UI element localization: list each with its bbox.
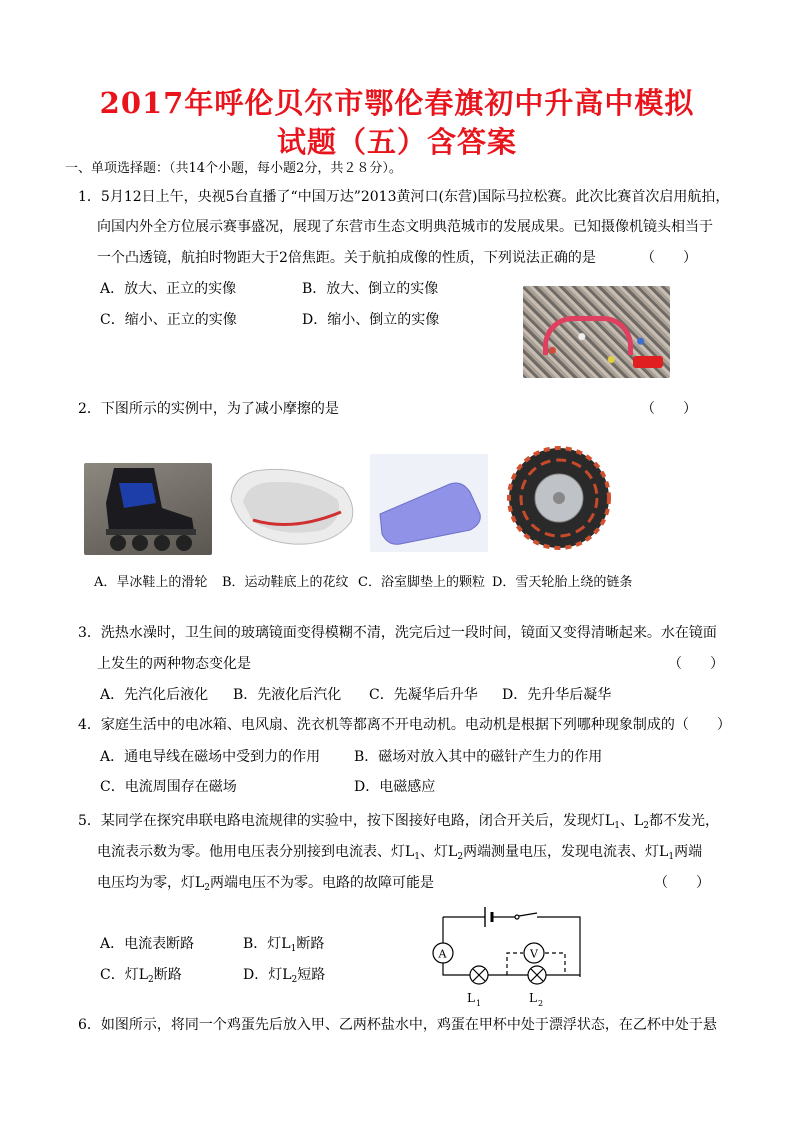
svg-text:2: 2 — [538, 999, 544, 1008]
q5-line-3: 电压均为零，灯$L_2$两端电压不为零。电路的故障可能是 — [97, 875, 435, 893]
q2-bracket: （ ） — [641, 401, 697, 417]
q2-option-a: A．旱冰鞋上的滑轮 — [94, 575, 208, 590]
q5-line-2: 电流表示数为零。他用电压表分别接到电流表、灯$L_1$、灯$L_2$两端测量电压，发现电流表、灯$L_1$两端 — [97, 844, 703, 862]
q5-option-b: B．灯$L_1$断路 — [243, 936, 325, 954]
title-line-1: 2017年呼伦贝尔市鄂伦春旗初中升高中模拟 — [99, 86, 695, 120]
svg-text:L: L — [529, 991, 537, 1005]
q1-option-a: A．放大、正立的实像 — [100, 281, 237, 297]
svg-text:A: A — [438, 947, 447, 961]
q3-option-a: A．先汽化后液化 — [100, 687, 209, 703]
q5-bracket: （ ） — [654, 875, 710, 891]
roller-skate-photo — [84, 463, 212, 555]
q5-option-c: C．灯$L_2$断路 — [100, 967, 182, 985]
q1-bracket: （ ） — [641, 250, 697, 266]
q6-line-1: 6．如图所示，将同一个鸡蛋先后放入甲、乙两杯盐水中，鸡蛋在甲杯中处于漂浮状态，在乙杯中处于悬 — [78, 1017, 717, 1033]
q4-option-a: A．通电导线在磁场中受到力的作用 — [100, 749, 321, 765]
q4-option-d: D．电磁感应 — [354, 779, 436, 795]
q3-bracket: （ ） — [668, 656, 724, 672]
svg-text:V: V — [530, 947, 538, 961]
q1-option-b: B．放大、倒立的实像 — [302, 281, 439, 297]
q5-option-d: D．灯$L_2$短路 — [243, 967, 326, 985]
q4-option-b: B．磁场对放入其中的磁针产生力的作用 — [354, 749, 603, 765]
lamp-l1-symbol — [470, 966, 488, 984]
sneaker-sole-photo — [223, 460, 360, 552]
q5-line-1: 5．某同学在探究串联电路电流规律的实验中，按下图接好电路，闭合开关后，发现灯$L_1$、$L_2$都不发光， — [78, 813, 719, 831]
lamp-l2-symbol — [528, 966, 546, 984]
q3-line-2: 上发生的两种物态变化是 — [97, 656, 251, 672]
q3-line-1: 3．洗热水澡时，卫生间的玻璃镜面变得模糊不清，洗完后过一段时间，镜面又变得清晰起来。水在镜面 — [78, 625, 717, 641]
q2-line-1: 2．下图所示的实例中，为了减小摩擦的是 — [78, 401, 339, 417]
q2-option-d: D．雪天轮胎上绕的链条 — [492, 575, 633, 590]
q1-line-1: 1．5月12日上午，央视5台直播了“中国万达”2013黄河口(东营)国际马拉松赛。此次比赛首次启用航拍， — [78, 189, 730, 205]
q1-option-d: D．缩小、倒立的实像 — [302, 312, 440, 328]
q5-option-a: A．电流表断路 — [100, 936, 195, 952]
q3-option-c: C．先凝华后升华 — [369, 687, 478, 703]
q3-option-d: D．先升华后凝华 — [502, 687, 612, 703]
marathon-photo — [523, 286, 670, 378]
q4-line-1: 4．家庭生活中的电冰箱、电风扇、洗衣机等都离不开电动机。电动机是根据下列哪种现象制成的（ ） — [78, 717, 731, 733]
svg-text:1: 1 — [476, 999, 482, 1008]
q4-option-c: C．电流周围存在磁场 — [100, 779, 237, 795]
q3-option-b: B．先液化后汽化 — [233, 687, 342, 703]
svg-text:L: L — [467, 991, 475, 1005]
circuit-diagram — [425, 905, 595, 1011]
q1-option-c: C．缩小、正立的实像 — [100, 312, 237, 328]
q1-line-2: 向国内外全方位展示赛事盛况，展现了东营市生态文明典范城市的发展成果。已知摄像机镜头相当于 — [97, 219, 713, 235]
bath-mat-photo — [370, 454, 488, 552]
q2-option-b: B．运动鞋底上的花纹 — [222, 575, 349, 590]
q2-option-c: C．浴室脚垫上的颗粒 — [358, 575, 485, 590]
title-line-2: 试题（五）含答案 — [276, 125, 517, 159]
snow-chain-tire-photo — [505, 440, 613, 560]
q1-line-3: 一个凸透镜，航拍时物距大于2倍焦距。关于航拍成像的性质，下列说法正确的是 — [97, 250, 596, 266]
section-heading: 一、单项选择题：（共14个小题，每小题2分，共２８分）。 — [65, 161, 402, 176]
